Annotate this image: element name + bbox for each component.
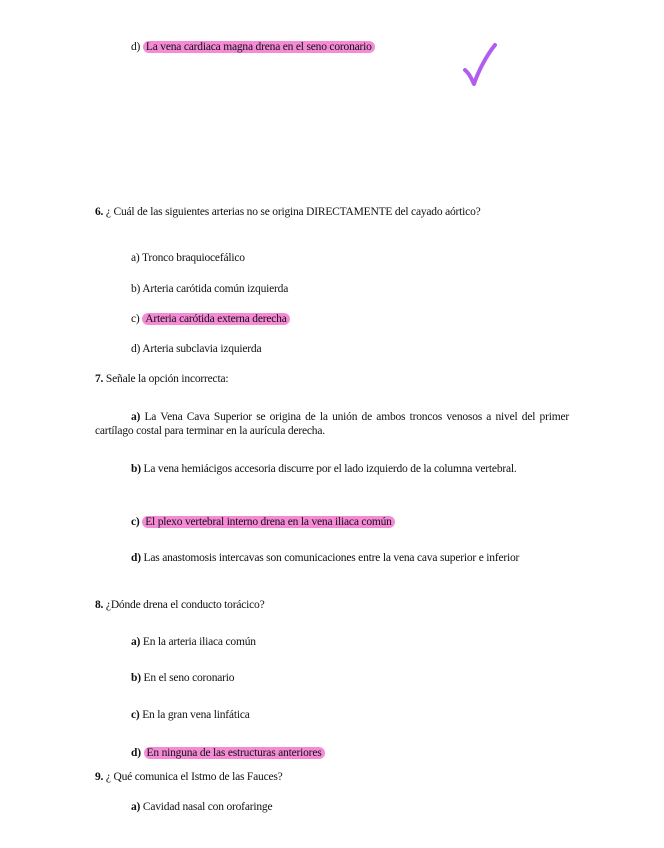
- option-text: En la gran vena linfática: [142, 709, 250, 721]
- option-letter: b): [131, 283, 141, 295]
- option-letter: b): [131, 463, 141, 475]
- question-number: 9.: [95, 771, 104, 783]
- q7-option-c: [131, 515, 395, 529]
- option-text: La Vena Cava Superior se origina de la unión de ambos troncos venosos a nivel del primer cartílago costal para terminar en la aurícula derecha.: [95, 411, 569, 437]
- option-text: Arteria carótida común izquierda: [142, 283, 289, 295]
- highlighted-answer: Arteria carótida externa derecha: [142, 313, 289, 325]
- q7-option-a: [95, 410, 569, 438]
- option-text: La vena hemiácigos accesoria discurre por el lado izquierdo de la columna vertebral.: [143, 463, 517, 475]
- option-letter: b): [131, 672, 141, 684]
- q8-option-a: [131, 635, 256, 649]
- option-letter: c): [131, 516, 140, 528]
- question-8: [95, 598, 265, 612]
- option-letter: c): [131, 313, 140, 325]
- question-text: ¿ Qué comunica el Istmo de las Fauces?: [105, 771, 283, 783]
- q6-option-d: [131, 342, 261, 356]
- option-text: Cavidad nasal con orofaringe: [142, 801, 273, 813]
- option-letter: d): [131, 552, 141, 564]
- question-number: 7.: [95, 373, 104, 385]
- question-number: 8.: [95, 599, 104, 611]
- option-text: Las anastomosis intercavas son comunicaciones entre la vena cava superior e inferior: [143, 552, 520, 564]
- option-text: Arteria subclavia izquierda: [142, 343, 262, 355]
- highlighted-answer: El plexo vertebral interno drena en la vena iliaca común: [142, 516, 394, 528]
- q9-option-a: [131, 800, 272, 814]
- option-text: Tronco braquiocefálico: [142, 252, 245, 264]
- highlighted-answer: La vena cardiaca magna drena en el seno coronario: [143, 41, 375, 53]
- question-text: Señale la opción incorrecta:: [105, 373, 229, 385]
- q6-option-b: [131, 282, 288, 296]
- option-letter: d): [131, 41, 141, 53]
- option-letter: a): [131, 636, 141, 648]
- question-text: ¿ Cuál de las siguientes arterias no se origina DIRECTAMENTE del cayado aórtico?: [105, 206, 481, 218]
- q7-option-d: [95, 551, 569, 565]
- q6-option-c: [131, 312, 290, 326]
- option-letter: c): [131, 709, 140, 721]
- question-text: ¿Dónde drena el conducto torácico?: [105, 599, 265, 611]
- question-6: [95, 205, 569, 219]
- q8-option-d: [131, 746, 325, 760]
- option-text: En el seno coronario: [143, 672, 235, 684]
- option-text: En la arteria iliaca común: [142, 636, 256, 648]
- highlighted-answer: En ninguna de las estructuras anteriores: [144, 747, 325, 759]
- option-letter: d): [131, 747, 141, 759]
- q6-option-a: [131, 251, 245, 265]
- option-letter: d): [131, 343, 141, 355]
- option-letter: a): [131, 411, 141, 423]
- question-9: [95, 770, 283, 784]
- q7-option-b: [95, 462, 569, 476]
- q8-option-c: [131, 708, 250, 722]
- question-7: [95, 372, 228, 386]
- question-number: 6.: [95, 206, 104, 218]
- checkmark-icon: [462, 42, 498, 88]
- q5-option-d: [131, 40, 375, 54]
- option-letter: a): [131, 801, 141, 813]
- q8-option-b: [131, 671, 234, 685]
- option-letter: a): [131, 252, 140, 264]
